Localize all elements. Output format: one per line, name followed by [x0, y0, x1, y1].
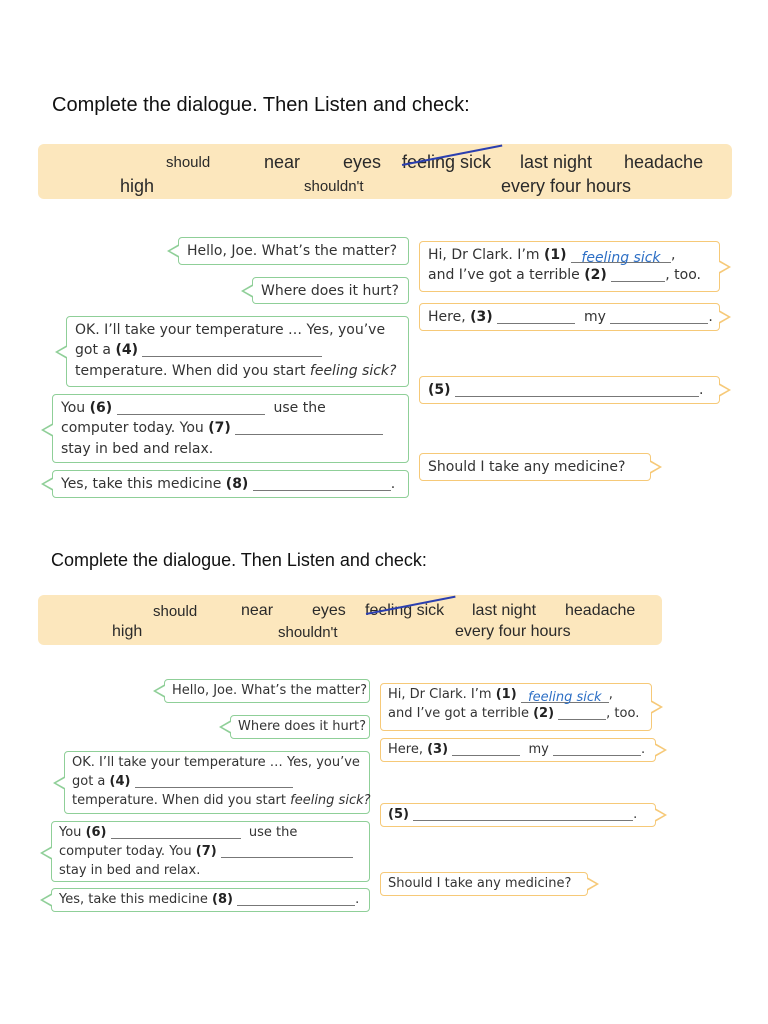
blank-2[interactable]	[611, 267, 665, 282]
doctor-bubble-2	[252, 277, 409, 304]
word-feeling-sick: feeling sick	[402, 152, 492, 172]
word-high: high	[120, 176, 155, 196]
doctor-bubble-3	[64, 751, 370, 814]
doctor-line: Yes, take this medicine (8) .	[61, 476, 396, 492]
doctor-line: temperature. When did you start feeling sick?	[72, 792, 371, 808]
word-bank	[38, 595, 662, 645]
word-eyes: eyes	[343, 152, 382, 172]
patient-line: Here, (3) my .	[428, 309, 713, 325]
instructions-heading: Complete the dialogue. Then Listen and check:	[52, 94, 470, 116]
blank-5[interactable]	[455, 382, 699, 397]
word-headache: headache	[624, 152, 704, 172]
doctor-line: Yes, take this medicine (8) .	[59, 892, 360, 907]
doctor-bubble-5	[52, 470, 409, 498]
doctor-bubble-1	[178, 237, 409, 265]
doctor-line: Hello, Joe. What’s the matter?	[172, 683, 367, 698]
patient-bubble-1	[419, 241, 720, 292]
blank-6[interactable]	[111, 825, 241, 839]
patient-bubble-4	[419, 453, 651, 481]
patient-bubble-2	[380, 738, 656, 762]
patient-bubble-4	[380, 872, 588, 896]
blank-7[interactable]	[221, 844, 353, 858]
doctor-line: You (6) use the	[59, 825, 298, 840]
doctor-bubble-2	[230, 715, 370, 739]
blank-3b[interactable]	[553, 742, 641, 756]
doctor-line: Where does it hurt?	[238, 719, 367, 734]
instructions-heading: Complete the dialogue. Then Listen and check:	[51, 550, 427, 570]
doctor-line: You (6) use the	[61, 400, 326, 416]
blank-5[interactable]	[413, 807, 633, 821]
blank-1[interactable]	[521, 689, 609, 703]
word-headache: headache	[565, 602, 636, 619]
patient-line: Hi, Dr Clark. I’m (1) feeling sick ,	[388, 687, 613, 705]
doctor-line: temperature. When did you start feeling sick?	[75, 362, 397, 379]
doctor-line: OK. I’ll take your temperature … Yes, you’ve	[75, 322, 386, 338]
word-every-four-hours: every four hours	[501, 176, 632, 196]
patient-line: Here, (3) my .	[388, 742, 646, 757]
doctor-line: Where does it hurt?	[261, 283, 399, 299]
patient-bubble-3	[419, 376, 720, 404]
word-shouldnt: shouldn't	[304, 178, 364, 195]
blank-3b[interactable]	[610, 309, 708, 324]
word-feeling-sick: feeling sick	[365, 602, 445, 619]
doctor-line: stay in bed and relax.	[61, 440, 214, 457]
word-shouldnt: shouldn't	[278, 624, 338, 641]
word-high: high	[112, 623, 143, 640]
blank-3[interactable]	[497, 309, 575, 324]
patient-line: Should I take any medicine?	[388, 876, 572, 891]
doctor-line: Hello, Joe. What’s the matter?	[187, 243, 397, 259]
word-last-night: last night	[472, 602, 537, 619]
word-bank	[38, 144, 732, 199]
blank-7[interactable]	[235, 420, 383, 435]
blank-1[interactable]	[571, 248, 671, 266]
doctor-line: stay in bed and relax.	[59, 862, 201, 878]
patient-bubble-3	[380, 803, 656, 827]
blank-3[interactable]	[452, 742, 520, 756]
doctor-line: got a (4)	[75, 340, 400, 360]
word-eyes: eyes	[312, 602, 346, 619]
blank-8[interactable]	[237, 892, 355, 906]
doctor-line: computer today. You (7)	[61, 418, 400, 438]
patient-line: and I’ve got a terrible (2) , too.	[388, 705, 640, 721]
answer-1: feeling sick	[581, 250, 661, 266]
word-near: near	[264, 152, 301, 172]
patient-line: and I’ve got a terrible (2) , too.	[428, 267, 701, 284]
doctor-line: computer today. You (7)	[59, 843, 362, 862]
patient-line: (5) .	[388, 807, 638, 822]
blank-4[interactable]	[142, 342, 322, 357]
blank-6[interactable]	[117, 400, 265, 415]
word-should: should	[153, 603, 198, 620]
word-every-four-hours: every four hours	[455, 623, 571, 640]
patient-line: (5) .	[428, 382, 704, 398]
doctor-bubble-4	[51, 821, 370, 882]
blank-8[interactable]	[253, 476, 391, 491]
patient-bubble-2	[419, 303, 720, 331]
blank-4[interactable]	[135, 774, 293, 788]
patient-bubble-1	[380, 683, 652, 731]
word-near: near	[241, 602, 274, 619]
doctor-line: OK. I’ll take your temperature … Yes, you’ve	[72, 755, 360, 770]
doctor-bubble-1	[164, 679, 370, 703]
doctor-bubble-3	[66, 316, 409, 387]
answer-1: feeling sick	[528, 690, 602, 705]
blank-2[interactable]	[558, 706, 606, 720]
word-should: should	[166, 154, 211, 171]
doctor-bubble-4	[52, 394, 409, 463]
doctor-line: got a (4)	[72, 773, 362, 792]
word-last-night: last night	[520, 152, 593, 172]
patient-line: Hi, Dr Clark. I’m (1) feeling sick ,	[428, 247, 676, 266]
doctor-bubble-5	[51, 888, 370, 912]
patient-line: Should I take any medicine?	[428, 459, 626, 475]
